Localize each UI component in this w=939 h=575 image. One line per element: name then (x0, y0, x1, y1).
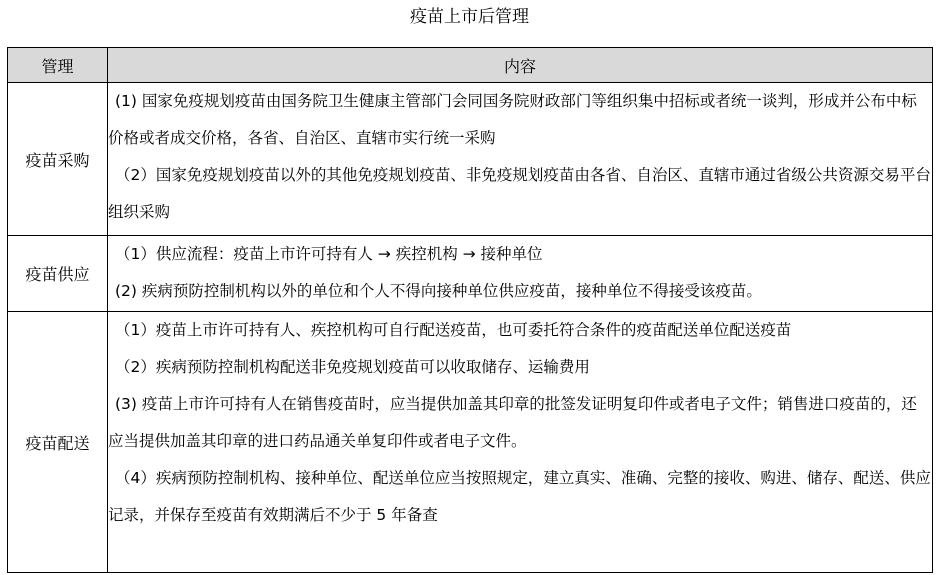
content-item: （4）疾病预防控制机构、接种单位、配送单位应当按照规定，建立真实、准确、完整的接收、购进、储存、配送、供应记录，并保存至疫苗有效期满后不少于 5 年备查 (108, 469, 931, 524)
row-content-supply (108, 236, 933, 312)
page-title: 疫苗上市后管理 (410, 7, 529, 27)
header-management: 管理 (8, 48, 108, 83)
content-item: (2) 疾病预防控制机构以外的单位和个人不得向接种单位供应疫苗，接种单位不得接受该疫苗。 (115, 282, 762, 300)
content-item: (1) 国家免疫规划疫苗由国务院卫生健康主管部门会同国务院财政部门等组织集中招标或者统一谈判，形成并公布中标价格或者成交价格，各省、自治区、直辖市实行统一采购 (108, 92, 917, 147)
table-header-row (8, 48, 933, 83)
row-label-procurement: 疫苗采购 (8, 83, 108, 236)
content-item: (3) 疫苗上市许可持有人在销售疫苗时，应当提供加盖其印章的批签发证明复印件或者电子文件；销售进口疫苗的，还应当提供加盖其印章的进口药品通关单复印件或者电子文件。 (108, 395, 917, 450)
row-label-distribution: 疫苗配送 (8, 312, 108, 573)
content-item: （2）国家免疫规划疫苗以外的其他免疫规划疫苗、非免疫规划疫苗由各省、自治区、直辖市通过省级公共资源交易平台组织采购 (108, 166, 931, 221)
content-item: （2）疾病预防控制机构配送非免疫规划疫苗可以收取储存、运输费用 (115, 358, 590, 376)
header-content: 内容 (108, 48, 933, 83)
row-label-supply: 疫苗供应 (8, 236, 108, 312)
table-row-procurement (8, 83, 933, 236)
table-row-distribution (8, 312, 933, 573)
management-table (7, 47, 933, 573)
content-item: （1）供应流程：疫苗上市许可持有人 → 疾控机构 → 接种单位 (115, 245, 543, 263)
row-content-procurement (108, 83, 933, 236)
table-row-supply (8, 236, 933, 312)
content-item: （1）疫苗上市许可持有人、疾控机构可自行配送疫苗，也可委托符合条件的疫苗配送单位配送疫苗 (115, 321, 792, 339)
row-content-distribution (108, 312, 933, 573)
